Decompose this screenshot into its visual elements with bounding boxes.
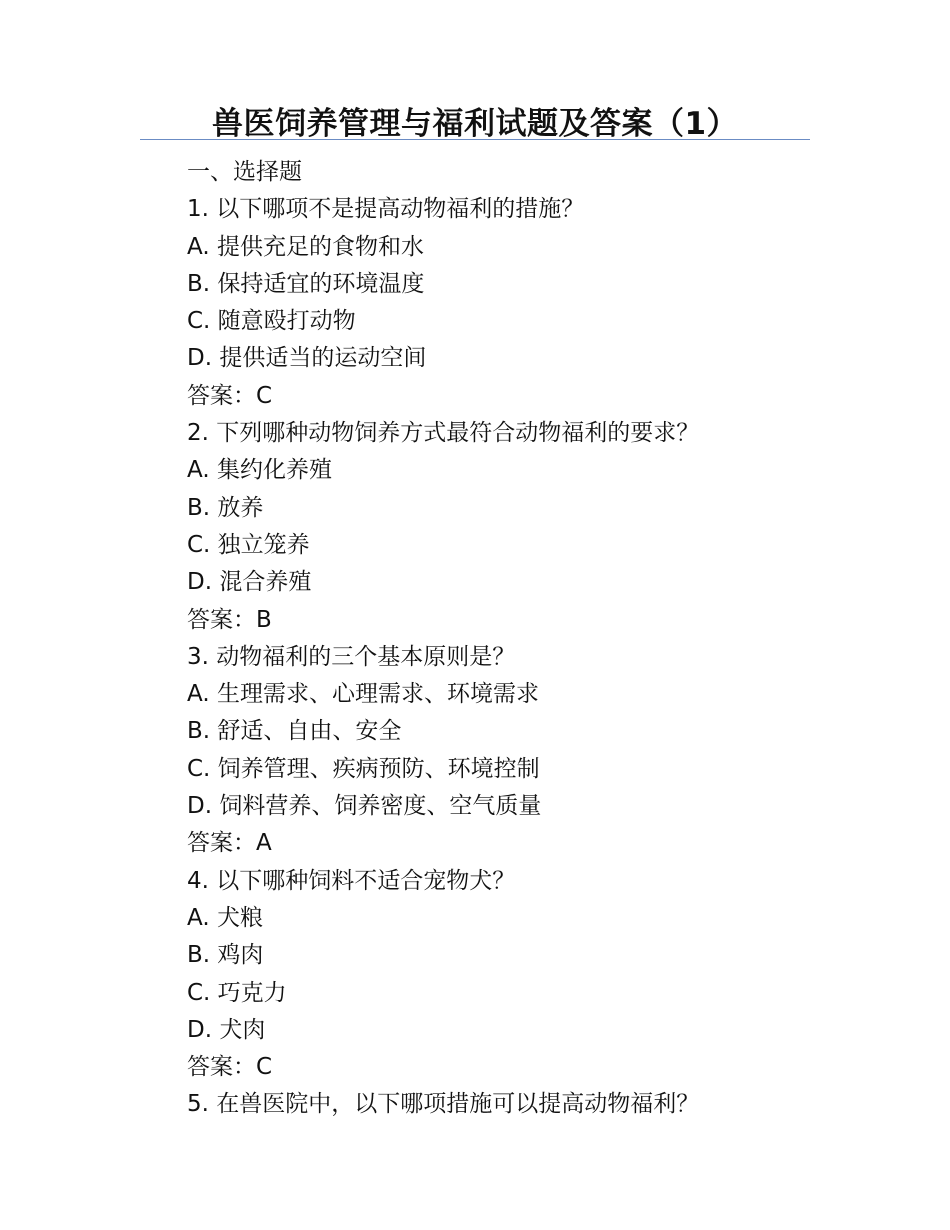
title-underline xyxy=(140,139,810,140)
option-line: C. 随意殴打动物 xyxy=(187,308,356,335)
answer-line: 答案：C xyxy=(187,382,273,409)
option-line: D. 混合养殖 xyxy=(187,569,312,596)
option-line: D. 饲料营养、饲养密度、空气质量 xyxy=(187,793,542,820)
answer-line: 答案：A xyxy=(187,830,272,857)
option-line: B. 保持适宜的环境温度 xyxy=(187,270,425,297)
option-line: B. 鸡肉 xyxy=(187,942,264,969)
document-title: 兽医饲养管理与福利试题及答案（1） xyxy=(211,106,739,142)
question-4: 4. 以下哪种饲料不适合宠物犬？ xyxy=(187,867,516,894)
option-line: B. 舒适、自由、安全 xyxy=(187,718,402,745)
question-1: 1. 以下哪项不是提高动物福利的措施？ xyxy=(187,196,585,223)
answer-line: 答案：C xyxy=(187,1054,273,1081)
option-line: A. 提供充足的食物和水 xyxy=(187,233,424,260)
document-body xyxy=(187,154,827,1124)
question-2: 2. 下列哪种动物饲养方式最符合动物福利的要求？ xyxy=(187,420,700,447)
option-line: A. 生理需求、心理需求、环境需求 xyxy=(187,681,539,708)
option-line: B. 放养 xyxy=(187,494,264,521)
option-line: A. 犬粮 xyxy=(187,904,263,931)
option-line: C. 饲养管理、疾病预防、环境控制 xyxy=(187,755,540,782)
question-3: 3. 动物福利的三个基本原则是？ xyxy=(187,643,516,670)
section-heading: 一、选择题 xyxy=(187,159,302,185)
question-5: 5. 在兽医院中，以下哪项措施可以提高动物福利？ xyxy=(187,1091,700,1118)
option-line: D. 提供适当的运动空间 xyxy=(187,345,427,372)
option-line: A. 集约化养殖 xyxy=(187,457,332,484)
option-line: D. 犬肉 xyxy=(187,1016,266,1043)
option-line: C. 独立笼养 xyxy=(187,531,310,558)
option-line: C. 巧克力 xyxy=(187,979,287,1006)
answer-line: 答案：B xyxy=(187,606,272,633)
